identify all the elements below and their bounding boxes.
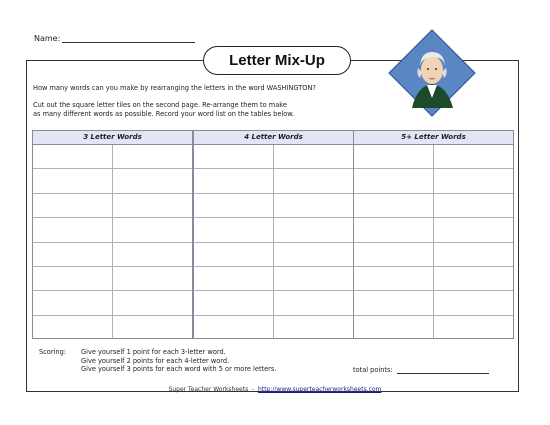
table-3-letter xyxy=(32,130,193,339)
table-row[interactable] xyxy=(194,267,353,291)
table-row[interactable] xyxy=(33,145,192,169)
scoring-rule-3: Give yourself 3 points for each word with 5 or more letters. xyxy=(81,365,277,374)
washington-portrait-icon xyxy=(387,28,477,118)
table-4-letter xyxy=(193,130,354,339)
table-row[interactable] xyxy=(33,267,192,291)
table-row[interactable] xyxy=(354,145,513,169)
table-row[interactable] xyxy=(194,243,353,267)
table-heading: 3 Letter Words xyxy=(33,131,192,145)
name-field xyxy=(34,33,195,43)
table-row[interactable] xyxy=(33,291,192,315)
scoring-rule-2: Give yourself 2 points for each 4-letter word. xyxy=(81,356,230,365)
name-line[interactable] xyxy=(62,33,195,43)
table-row[interactable] xyxy=(194,316,353,340)
scoring-label: Scoring: xyxy=(39,348,66,356)
name-label: Name: xyxy=(34,34,61,43)
table-row[interactable] xyxy=(354,243,513,267)
table-row[interactable] xyxy=(33,194,192,218)
table-row[interactable] xyxy=(354,267,513,291)
table-row[interactable] xyxy=(354,169,513,193)
total-points-line[interactable] xyxy=(397,366,489,374)
instruction-line-2: Cut out the square letter tiles on the second page. Re-arrange them to make xyxy=(33,101,287,109)
footer-link[interactable]: http://www.superteacherworksheets.com xyxy=(258,386,382,393)
table-row[interactable] xyxy=(354,194,513,218)
total-points-label: total points: xyxy=(353,366,393,374)
table-row[interactable] xyxy=(354,291,513,315)
table-row[interactable] xyxy=(33,169,192,193)
footer xyxy=(0,386,550,393)
worksheet-title xyxy=(203,46,351,75)
table-heading: 5+ Letter Words xyxy=(354,131,513,145)
table-row[interactable] xyxy=(194,218,353,242)
table-row[interactable] xyxy=(194,194,353,218)
table-row[interactable] xyxy=(33,218,192,242)
total-points-field xyxy=(353,366,489,374)
table-5-plus-letter xyxy=(353,130,514,339)
table-row[interactable] xyxy=(194,145,353,169)
table-heading: 4 Letter Words xyxy=(194,131,353,145)
instruction-question: How many words can you make by rearranging the letters in the word WASHINGTON? xyxy=(33,84,316,92)
table-row[interactable] xyxy=(194,291,353,315)
table-row[interactable] xyxy=(354,316,513,340)
table-row[interactable] xyxy=(194,169,353,193)
footer-brand: Super Teacher Worksheets xyxy=(168,386,249,393)
table-row[interactable] xyxy=(33,316,192,340)
footer-separator: - xyxy=(252,386,255,393)
scoring-rule-1: Give yourself 1 point for each 3-letter word. xyxy=(81,348,226,356)
table-row[interactable] xyxy=(33,243,192,267)
instruction-line-3: as many different words as possible. Record your word list on the tables below. xyxy=(33,110,295,118)
table-row[interactable] xyxy=(354,218,513,242)
title-text: Letter Mix-Up xyxy=(229,52,325,69)
